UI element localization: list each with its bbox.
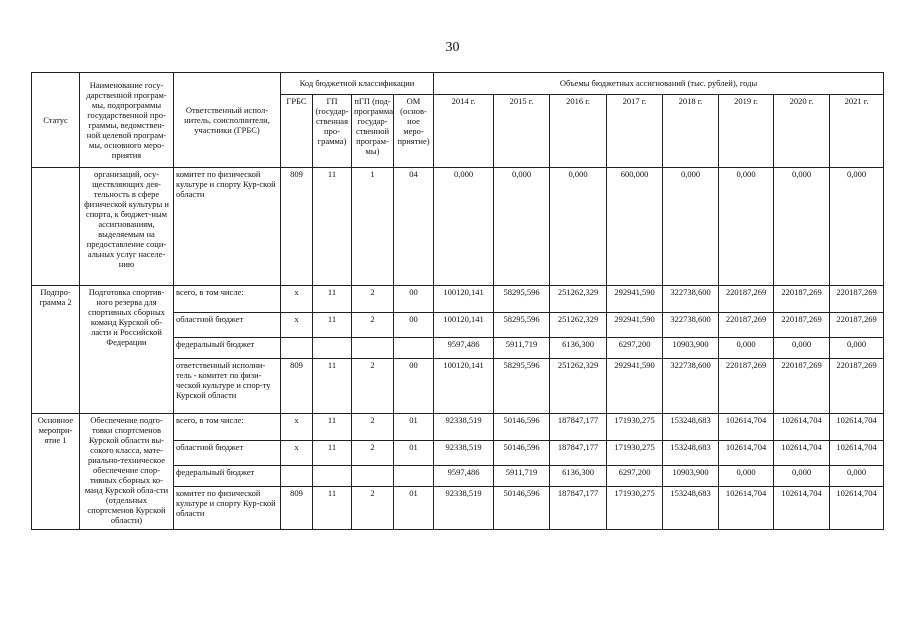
value-cell: 0,000 [774, 168, 830, 286]
value-cell: 6297,200 [607, 338, 663, 359]
om-cell [394, 338, 434, 359]
value-cell: 0,000 [830, 338, 884, 359]
value-cell: 251262,329 [550, 286, 607, 313]
pgp-cell: 1 [352, 168, 394, 286]
value-cell: 102614,704 [719, 414, 774, 441]
responsible-cell: федеральный бюджет [174, 466, 281, 487]
grbs-cell [281, 338, 313, 359]
om-cell: 00 [394, 313, 434, 338]
value-cell: 187847,177 [550, 487, 607, 530]
table-row [32, 168, 884, 286]
om-cell [394, 466, 434, 487]
responsible-cell: комитет по физической культуре и спорту Кур-ской области [174, 487, 281, 530]
value-cell: 220187,269 [774, 359, 830, 414]
responsible-cell: федеральный бюджет [174, 338, 281, 359]
value-cell: 187847,177 [550, 414, 607, 441]
value-cell: 58295,596 [494, 359, 550, 414]
header-year: 2018 г. [663, 95, 719, 168]
value-cell: 6136,300 [550, 338, 607, 359]
pgp-cell: 2 [352, 286, 394, 313]
value-cell: 220187,269 [719, 359, 774, 414]
value-cell: 102614,704 [719, 487, 774, 530]
gp-cell [313, 338, 352, 359]
header-year: 2015 г. [494, 95, 550, 168]
value-cell: 10903,900 [663, 466, 719, 487]
value-cell: 6297,200 [607, 466, 663, 487]
value-cell: 92338,519 [434, 487, 494, 530]
value-cell: 92338,519 [434, 414, 494, 441]
value-cell: 102614,704 [774, 441, 830, 466]
value-cell: 322738,600 [663, 359, 719, 414]
pgp-cell: 2 [352, 359, 394, 414]
value-cell: 220187,269 [830, 286, 884, 313]
value-cell: 153248,683 [663, 441, 719, 466]
value-cell: 50146,596 [494, 487, 550, 530]
header-year: 2014 г. [434, 95, 494, 168]
value-cell: 220187,269 [719, 286, 774, 313]
pgp-cell: 2 [352, 441, 394, 466]
header-name: Наименование госу-дарственной програм-мы, подпрограммы государственной про-граммы, ведомствен-ной целевой програм-мы, основного меро-приятия [80, 73, 174, 168]
value-cell: 10903,900 [663, 338, 719, 359]
value-cell: 153248,683 [663, 487, 719, 530]
responsible-cell: всего, в том числе: [174, 414, 281, 441]
om-cell: 00 [394, 359, 434, 414]
gp-cell: 11 [313, 359, 352, 414]
value-cell: 100120,141 [434, 359, 494, 414]
value-cell: 220187,269 [719, 313, 774, 338]
value-cell: 0,000 [774, 466, 830, 487]
grbs-cell: х [281, 441, 313, 466]
value-cell: 292941,590 [607, 286, 663, 313]
value-cell: 58295,596 [494, 313, 550, 338]
grbs-cell: х [281, 414, 313, 441]
value-cell: 0,000 [830, 168, 884, 286]
value-cell: 102614,704 [830, 414, 884, 441]
grbs-cell: 809 [281, 359, 313, 414]
value-cell: 102614,704 [830, 487, 884, 530]
value-cell: 153248,683 [663, 414, 719, 441]
value-cell: 9597,486 [434, 338, 494, 359]
value-cell: 102614,704 [830, 441, 884, 466]
value-cell: 5911,719 [494, 466, 550, 487]
value-cell: 102614,704 [774, 414, 830, 441]
responsible-cell: всего, в том числе: [174, 286, 281, 313]
header-volumes: Объемы бюджетных ассигнований (тыс. рублей), годы [434, 73, 884, 95]
value-cell: 58295,596 [494, 286, 550, 313]
pgp-cell: 2 [352, 414, 394, 441]
table-row [32, 286, 884, 313]
value-cell: 0,000 [830, 466, 884, 487]
value-cell: 102614,704 [774, 487, 830, 530]
value-cell: 220187,269 [774, 286, 830, 313]
responsible-cell: ответственный исполни-тель - комитет по физи-ческой культуре и спор-ту Курской области [174, 359, 281, 414]
value-cell: 171930,275 [607, 414, 663, 441]
grbs-cell [281, 466, 313, 487]
budget-table [31, 72, 884, 530]
value-cell: 171930,275 [607, 487, 663, 530]
header-row [32, 73, 884, 95]
responsible-cell: комитет по физической культуре и спорту Кур-ской области [174, 168, 281, 286]
header-year: 2021 г. [830, 95, 884, 168]
grbs-cell: 809 [281, 168, 313, 286]
status-cell: Подпро-грамма 2 [32, 286, 80, 414]
gp-cell: 11 [313, 286, 352, 313]
value-cell: 292941,590 [607, 313, 663, 338]
table-row [32, 414, 884, 441]
value-cell: 0,000 [719, 466, 774, 487]
gp-cell: 11 [313, 313, 352, 338]
value-cell: 0,000 [719, 338, 774, 359]
value-cell: 220187,269 [830, 313, 884, 338]
om-cell: 04 [394, 168, 434, 286]
name-cell: Подготовка спортив-ного резерва для спортивных сборных команд Курской об-ласти и Российской Федерации [80, 286, 174, 414]
value-cell: 251262,329 [550, 313, 607, 338]
header-om: ОМ (основ-ное меро-приятие) [394, 95, 434, 168]
value-cell: 6136,300 [550, 466, 607, 487]
status-cell [32, 168, 80, 286]
grbs-cell: х [281, 313, 313, 338]
gp-cell: 11 [313, 168, 352, 286]
value-cell: 9597,486 [434, 466, 494, 487]
gp-cell: 11 [313, 414, 352, 441]
value-cell: 0,000 [663, 168, 719, 286]
gp-cell [313, 466, 352, 487]
value-cell: 171930,275 [607, 441, 663, 466]
value-cell: 292941,590 [607, 359, 663, 414]
header-status: Статус [32, 73, 80, 168]
pgp-cell [352, 338, 394, 359]
grbs-cell: х [281, 286, 313, 313]
gp-cell: 11 [313, 487, 352, 530]
header-budget-code: Код бюджетной классификации [281, 73, 434, 95]
name-cell: организаций, осу-ществляющих дея-тельность в сфере физической культуры и спорта, к бюджет-ным ассигнованиям, выделяемым на предоставление соци-альных услуг населе-нию [80, 168, 174, 286]
header-year: 2020 г. [774, 95, 830, 168]
value-cell: 322738,600 [663, 286, 719, 313]
header-responsible: Ответственный испол-нитель, соисполнители, участники (ГРБС) [174, 73, 281, 168]
om-cell: 01 [394, 441, 434, 466]
name-cell: Обеспечение подго-товки спортсменов Курской области вы-сокого класса, мате-риально-техническое обеспечение спор-тивных сборных ко-манд Курской обла-сти (отдельных спортсменов Курской области) [80, 414, 174, 530]
value-cell: 0,000 [550, 168, 607, 286]
pgp-cell [352, 466, 394, 487]
value-cell: 100120,141 [434, 313, 494, 338]
value-cell: 187847,177 [550, 441, 607, 466]
grbs-cell: 809 [281, 487, 313, 530]
responsible-cell: областной бюджет [174, 441, 281, 466]
value-cell: 102614,704 [719, 441, 774, 466]
header-year: 2016 г. [550, 95, 607, 168]
value-cell: 251262,329 [550, 359, 607, 414]
value-cell: 322738,600 [663, 313, 719, 338]
pgp-cell: 2 [352, 487, 394, 530]
header-year: 2017 г. [607, 95, 663, 168]
value-cell: 0,000 [774, 338, 830, 359]
value-cell: 600,000 [607, 168, 663, 286]
value-cell: 0,000 [719, 168, 774, 286]
pgp-cell: 2 [352, 313, 394, 338]
page-number: 30 [445, 40, 460, 55]
header-year: 2019 г. [719, 95, 774, 168]
value-cell: 92338,519 [434, 441, 494, 466]
value-cell: 0,000 [494, 168, 550, 286]
value-cell: 0,000 [434, 168, 494, 286]
value-cell: 220187,269 [830, 359, 884, 414]
om-cell: 01 [394, 414, 434, 441]
value-cell: 220187,269 [774, 313, 830, 338]
responsible-cell: областной бюджет [174, 313, 281, 338]
value-cell: 50146,596 [494, 414, 550, 441]
gp-cell: 11 [313, 441, 352, 466]
value-cell: 100120,141 [434, 286, 494, 313]
status-cell: Основное меропри-ятие 1 [32, 414, 80, 530]
header-grbs: ГРБС [281, 95, 313, 168]
header-pgp: пГП (под-программа государ-ственной програм-мы) [352, 95, 394, 168]
om-cell: 00 [394, 286, 434, 313]
om-cell: 01 [394, 487, 434, 530]
header-gp: ГП (государ-ственная про-грамма) [313, 95, 352, 168]
value-cell: 5911,719 [494, 338, 550, 359]
value-cell: 50146,596 [494, 441, 550, 466]
